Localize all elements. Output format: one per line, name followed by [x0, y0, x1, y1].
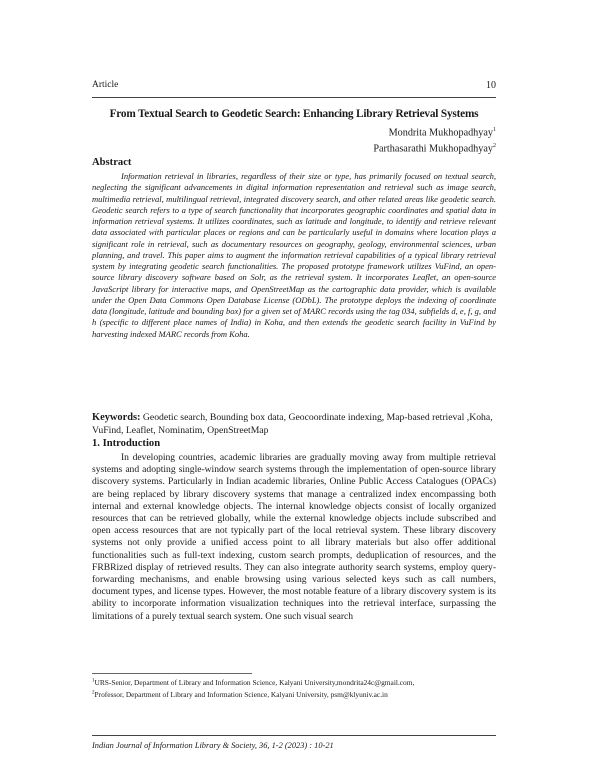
- introduction-body: In developing countries, academic libraries are gradually moving away from multiple retrieval systems and adopting single-window search systems through the implementation of open-source library discovery systems. Particularly in Indian academic libraries, Online Public Access Catalogues (OPACs) are being replaced by library discovery systems that manage a centralized index encompassing both internal and external knowledge objects. The internal knowledge objects consist of locally organized resources that can be retrieved globally, while the external knowledge objects include subscribed and open access resources that are not typically part of the local retrieval system. These library discovery systems not only provide a unified access point to all library materials but also offer additional functionalities such as full-text indexing, custom search prompts, deduplication of resources, and the FRBRized display of retrieved results. They can also integrate authority search systems, employ query-forwarding mechanisms, and enable browsing using various selected keys such as call numbers, document types, and license types. However, the most notable feature of a library discovery system is its ability to incorporate information visualization techniques into the retrieval interface, surpassing the limitations of a purely textual search system. One such visual search: [92, 452, 496, 622]
- footnote-text: URS-Senior, Department of Library and Information Science, Kalyani University,mondrita24c@gmail.com,: [94, 678, 415, 687]
- keywords-label: Keywords:: [92, 412, 141, 423]
- footnote-1: [92, 678, 496, 687]
- journal-citation: Indian Journal of Information Library & Society, 36, 1-2 (2023) : 10-21: [92, 741, 334, 750]
- footnote-2: [92, 690, 496, 699]
- footer-divider: [92, 735, 496, 736]
- footnote-mark: 1: [92, 678, 95, 684]
- author-1: [389, 127, 496, 138]
- page-number: 10: [486, 80, 496, 91]
- author-name: Parthasarathi Mukhopadhyay: [373, 143, 493, 155]
- header-divider: [92, 97, 496, 98]
- author-2: [373, 143, 496, 154]
- keywords: [92, 412, 496, 437]
- section-label: Article: [92, 80, 119, 90]
- abstract-body: Information retrieval in libraries, regardless of their size or type, has primarily focused on textual search, neglecting the significant advancements in digital information representation and retrieval such as image search, multimedia retrieval, multilingual retrieval, integrated discovery search, and other related areas like geodetic search. Geodetic search refers to a type of search functionality that incorporates geographic coordinates and spatial data in information retrieval systems. It utilizes coordinates, such as latitude and longitude, to identify and retrieve relevant data associated with particular places or regions and can be particularly useful in domains where location plays a significant role in retrieval, such as documentary resources on geography, geology, environmental sciences, urban planning, and travel. This paper aims to augment the information retrieval capabilities of a typical library retrieval system by integrating geodetic search functionalities. The proposed prototype framework utilizes VuFind, an open-source library discovery software based on Solr, as the retrieval system. It incorporates Leaflet, an open-source JavaScript library for interactive maps, and OpenStreetMap as the cartographic data provider, which is available under the Open Data Commons Open Database License (ODbL). The prototype deploys the indexing of coordinate data (longitude, latitude and bounding box) for a given set of MARC records using the tag 034, subfields d, e, f, g, and h (specific to different place names of India) in Koha, and then extends the geodetic search facility in VuFind by harvesting indexed MARC records from Koha.: [92, 171, 496, 339]
- footnote-divider: [92, 673, 252, 674]
- keywords-text: Geodetic search, Bounding box data, Geocoordinate indexing, Map-based retrieval ,Koha, VuFind, Leaflet, Nominatim, OpenStreetMap: [92, 412, 493, 436]
- footnote-mark: 2: [92, 690, 95, 696]
- introduction-heading: 1. Introduction: [92, 438, 161, 449]
- author-mark: 2: [493, 143, 496, 149]
- abstract-heading: Abstract: [92, 157, 132, 168]
- paper-title: From Textual Search to Geodetic Search: Enhancing Library Retrieval Systems: [109, 108, 479, 120]
- author-name: Mondrita Mukhopadhyay: [388, 127, 493, 139]
- running-header: [92, 80, 496, 90]
- author-mark: 1: [493, 127, 496, 133]
- footnote-text: Professor, Department of Library and Information Science, Kalyani University, psm@klyuniv.ac.in: [94, 690, 388, 699]
